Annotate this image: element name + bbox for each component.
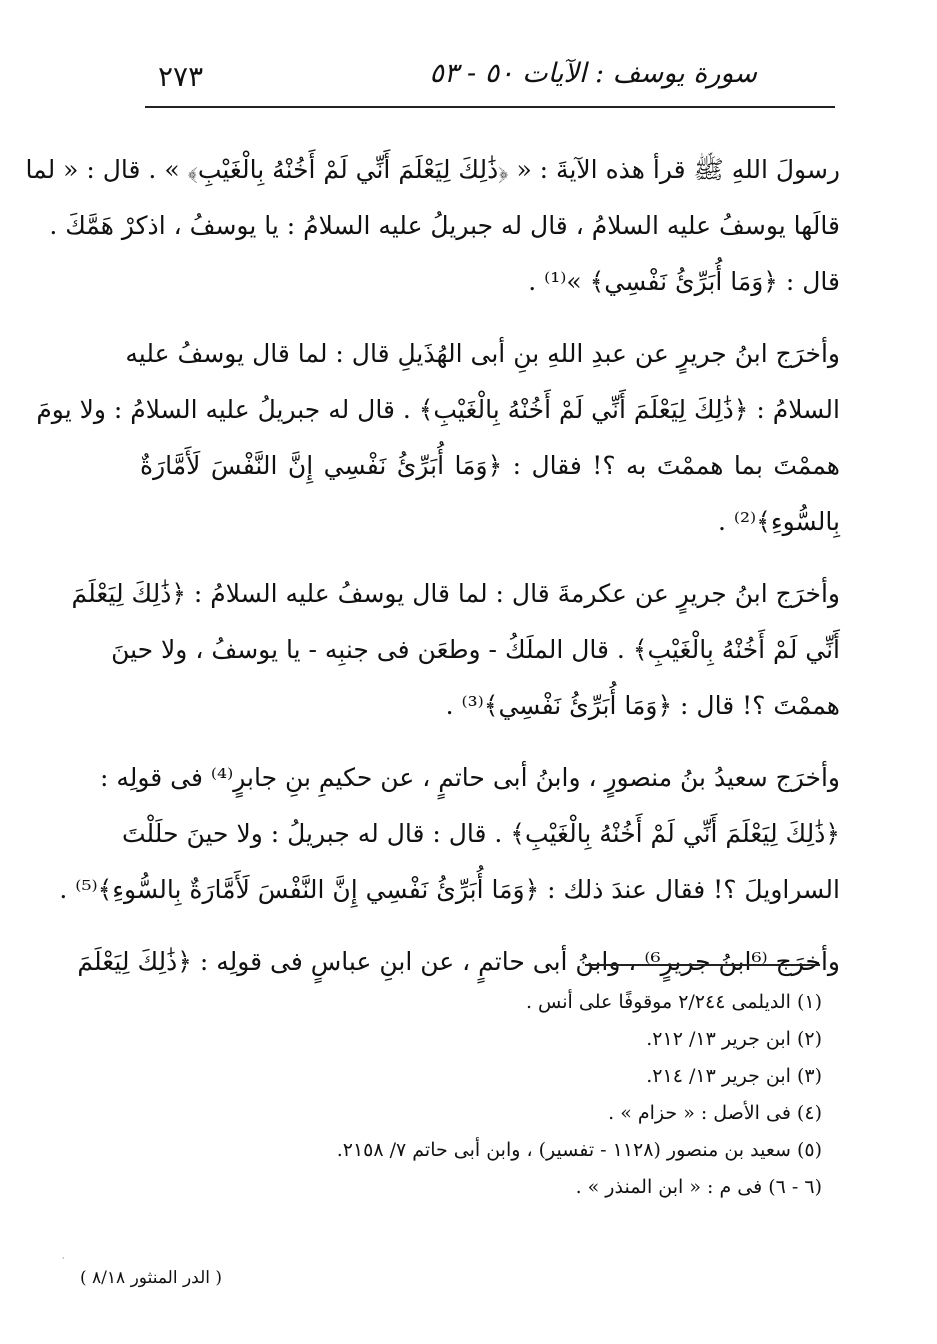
paragraph — [36, 326, 840, 550]
running-header: سورة يوسف : الآيات ٥٠ - ٥٣ — [429, 58, 757, 89]
footnotes — [302, 984, 822, 1206]
source-caption: ( الدر المنثور ٨/١٨ ) — [80, 1268, 223, 1288]
text-line: قالَها يوسفُ عليه السلامُ ، قال له جبريلُ عليه السلامُ : يا يوسفُ ، اذكرْ هَمَّكَ . — [49, 211, 840, 240]
page-number: ٢٧٣ — [158, 60, 204, 93]
text-line: هممْتَ بما هممْتَ به ؟! فقال : ﴿وَمَا أُبَرِّئُ نَفْسِي إِنَّ النَّفْسَ لَأَمَّارَةٌ — [140, 451, 840, 480]
main-text — [25, 142, 840, 1006]
text-line: أَنِّي لَمْ أَخُنْهُ بِالْغَيْبِ﴾ . قال الملَكُ - وطعَن فى جنبِه - يا يوسفُ ، ولا حينَ — [111, 635, 840, 664]
footnote: (١) الديلمى ٢/٢٤٤ موقوفًا على أنس . — [525, 991, 822, 1013]
footnote: (٤) فى الأصل : « حزام » . — [608, 1102, 822, 1124]
text-line: بِالسُّوءِ﴾⁽²⁾ . — [717, 507, 840, 536]
text-line: هممْتَ ؟! قال : ﴿وَمَا أُبَرِّئُ نَفْسِي﴾⁽³⁾ . — [445, 691, 840, 720]
footnote: (٦ - ٦) فى م : « ابن المنذر » . — [575, 1176, 822, 1198]
header-rule — [145, 106, 835, 108]
text-line: ﴿ذَٰلِكَ لِيَعْلَمَ أَنِّي لَمْ أَخُنْهُ بِالْغَيْبِ﴾ . قال : قال له جبريلُ : ولا حينَ حلَلْتَ — [121, 819, 840, 848]
text-line: وأخرَج ابنُ جريرٍ عن عبدِ اللهِ بنِ أبى الهُذَيلِ قال : لما قال يوسفُ عليه — [125, 339, 840, 368]
text-line: وأخرَج ⁽⁶ابنُ جريرٍ⁶⁾ ، وابنُ أبى حاتمٍ ، عن ابنِ عباسٍ فى قولِه : ﴿ذَٰلِكَ لِيَعْلَمَ — [77, 947, 840, 976]
footnote-rule — [585, 964, 820, 966]
text-line: رسولَ اللهِ ﷺ قرأ هذه الآيةَ : « ﴿ذَٰلِكَ لِيَعْلَمَ أَنِّي لَمْ أَخُنْهُ بِالْغَيْبِ﴾ » . قال : « لما — [25, 155, 840, 184]
paragraph — [25, 142, 840, 310]
text-line: وأخرَج سعيدُ بنُ منصورٍ ، وابنُ أبى حاتمٍ ، عن حكيمِ بنِ جابرٍ⁽⁴⁾ فى قولِه : — [99, 763, 840, 792]
footnote: (٥) سعيد بن منصور (١١٢٨ - تفسير) ، وابن أبى حاتم ٧/ ٢١٥٨. — [336, 1139, 822, 1161]
paragraph — [77, 934, 840, 990]
paragraph — [59, 750, 840, 918]
text-line: قال : ﴿وَمَا أُبَرِّئُ نَفْسِي﴾ »⁽¹⁾ . — [528, 267, 840, 296]
footnote: (٣) ابن جرير ١٣/ ٢١٤. — [646, 1065, 822, 1087]
footnote: (٢) ابن جرير ١٣/ ٢١٢. — [646, 1028, 822, 1050]
text-line: السلامُ : ﴿ذَٰلِكَ لِيَعْلَمَ أَنِّي لَمْ أَخُنْهُ بِالْغَيْبِ﴾ . قال له جبريلُ عليه السلامُ : ولا يومَ — [36, 395, 840, 424]
text-line: وأخرَج ابنُ جريرٍ عن عكرمةَ قال : لما قال يوسفُ عليه السلامُ : ﴿ذَٰلِكَ لِيَعْلَمَ — [71, 579, 840, 608]
text-line: السراويلَ ؟! فقال عندَ ذلك : ﴿وَمَا أُبَرِّئُ نَفْسِي إِنَّ النَّفْسَ لَأَمَّارَةٌ بِالسُّوءِ﴾⁽⁵⁾ . — [59, 875, 840, 904]
paragraph — [71, 566, 840, 734]
bottom-marker: · — [62, 1254, 65, 1263]
